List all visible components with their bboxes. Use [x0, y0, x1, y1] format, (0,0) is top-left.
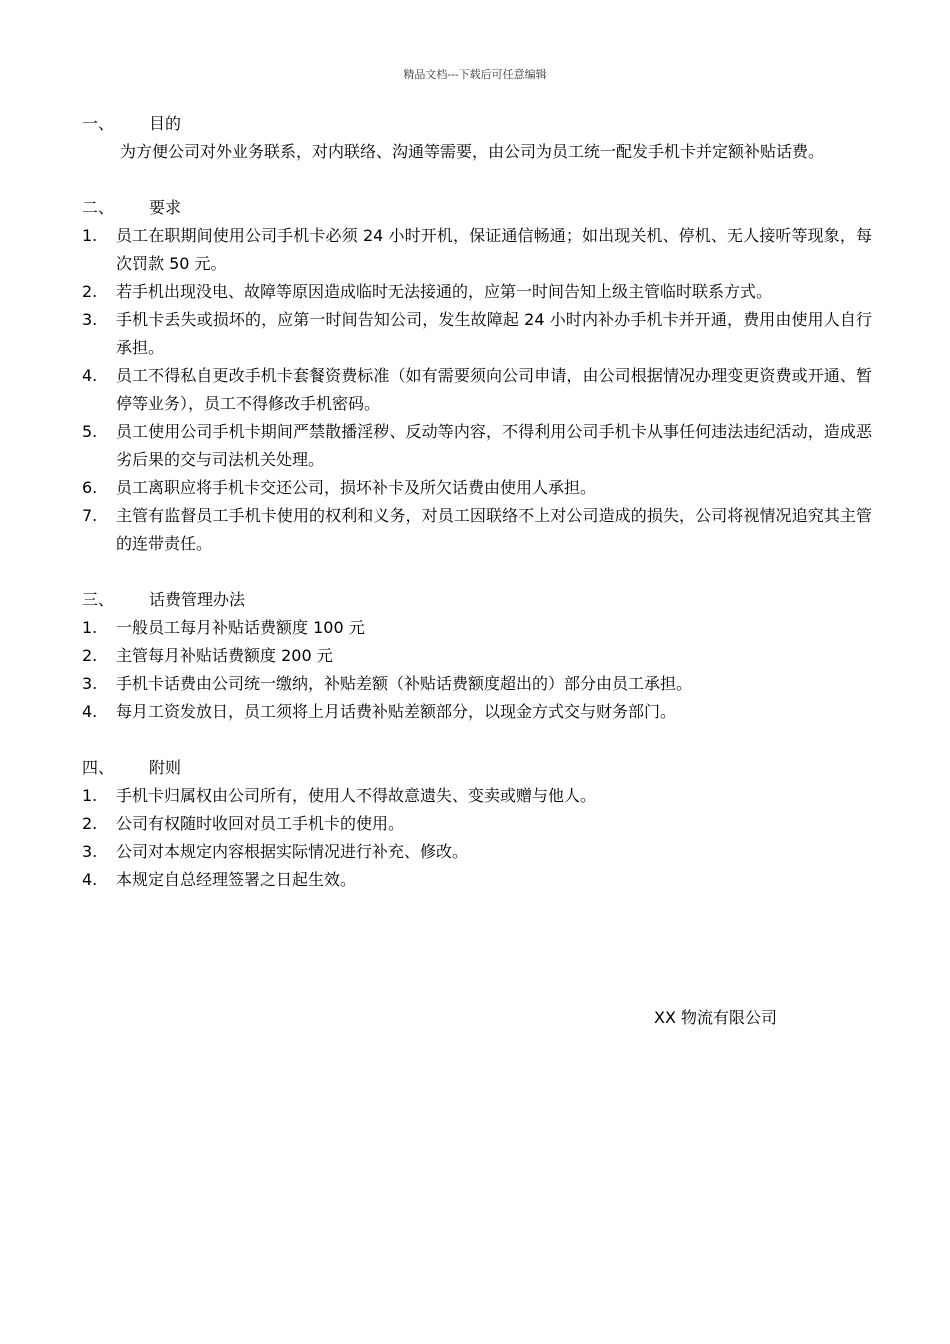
section-number: 一、 — [82, 114, 115, 133]
section-title: 目的 — [149, 114, 182, 133]
section-heading — [82, 586, 872, 614]
list-item-number: 2. — [82, 282, 98, 301]
list-item-text: 员工不得私自更改手机卡套餐资费标准（如有需要须向公司申请，由公司根据情况办理变更资费或开通、暂停等业务），员工不得修改手机密码。 — [116, 366, 872, 413]
list-item — [82, 810, 872, 838]
list-item-text: 手机卡丢失或损坏的，应第一时间告知公司，发生故障起 24 小时内补办手机卡并开通，费用由使用人自行承担。 — [116, 310, 872, 357]
list-item-number: 5. — [82, 422, 98, 441]
list-item-number: 2. — [82, 646, 98, 665]
purpose-paragraph: 为方便公司对外业务联系，对内联络、沟通等需要，由公司为员工统一配发手机卡并定额补贴话费。 — [120, 142, 825, 161]
list-item — [82, 670, 872, 698]
list-item-number: 3. — [82, 310, 98, 329]
list-item — [82, 474, 872, 502]
list-item — [82, 614, 872, 642]
list-item-text: 若手机出现没电、故障等原因造成临时无法接通的，应第一时间告知上级主管临时联系方式。 — [116, 282, 773, 301]
section-title: 附则 — [149, 758, 182, 777]
company-signature: XX 物流有限公司 — [654, 1008, 778, 1027]
list-item-text: 员工离职应将手机卡交还公司，损坏补卡及所欠话费由使用人承担。 — [116, 478, 597, 497]
list-item — [82, 782, 872, 810]
section-title: 要求 — [149, 198, 182, 217]
section-purpose — [82, 110, 872, 166]
list-item-number: 4. — [82, 366, 98, 385]
section-heading — [82, 754, 872, 782]
fee-management-list — [82, 614, 872, 726]
requirements-list — [82, 222, 872, 558]
list-item-text: 每月工资发放日，员工须将上月话费补贴差额部分，以现金方式交与财务部门。 — [116, 702, 677, 721]
list-item-text: 主管有监督员工手机卡使用的权利和义务，对员工因联络不上对公司造成的损失，公司将视情况追究其主管的连带责任。 — [116, 506, 872, 553]
section-number: 四、 — [82, 758, 115, 777]
list-item — [82, 278, 872, 306]
list-item-text: 员工在职期间使用公司手机卡必须 24 小时开机，保证通信畅通；如出现关机、停机、无人接听等现象，每次罚款 50 元。 — [116, 226, 872, 273]
list-item — [82, 306, 872, 362]
list-item-number: 1. — [82, 618, 98, 637]
list-item-text: 员工使用公司手机卡期间严禁散播淫秽、反动等内容，不得利用公司手机卡从事任何违法违纪活动，造成恶劣后果的交与司法机关处理。 — [116, 422, 872, 469]
list-item — [82, 866, 872, 894]
list-item-text: 公司对本规定内容根据实际情况进行补充、修改。 — [116, 842, 469, 861]
list-item — [82, 418, 872, 474]
list-item — [82, 502, 872, 558]
section-phone-fee-management — [82, 586, 872, 726]
list-item-number: 3. — [82, 842, 98, 861]
list-item-text: 本规定自总经理签署之日起生效。 — [116, 870, 357, 889]
list-item-text: 主管每月补贴话费额度 200 元 — [116, 646, 333, 665]
list-item-number: 2. — [82, 814, 98, 833]
page-header: 精品文档---下载后可任意编辑 — [403, 68, 547, 81]
list-item — [82, 362, 872, 418]
list-item-number: 6. — [82, 478, 98, 497]
section-number: 二、 — [82, 198, 115, 217]
list-item-number: 4. — [82, 870, 98, 889]
section-heading — [82, 110, 872, 138]
list-item — [82, 698, 872, 726]
list-item-number: 3. — [82, 674, 98, 693]
list-item — [82, 222, 872, 278]
section-title: 话费管理办法 — [149, 590, 246, 609]
list-item-number: 1. — [82, 786, 98, 805]
list-item-text: 一般员工每月补贴话费额度 100 元 — [116, 618, 365, 637]
list-item-number: 4. — [82, 702, 98, 721]
list-item-text: 手机卡归属权由公司所有，使用人不得故意遗失、变卖或赠与他人。 — [116, 786, 597, 805]
list-item-text: 公司有权随时收回对员工手机卡的使用。 — [116, 814, 405, 833]
section-supplementary-provisions — [82, 754, 872, 894]
document-body — [82, 110, 872, 922]
section-number: 三、 — [82, 590, 115, 609]
list-item-number: 1. — [82, 226, 98, 245]
list-item — [82, 838, 872, 866]
list-item-number: 7. — [82, 506, 98, 525]
list-item-text: 手机卡话费由公司统一缴纳，补贴差额（补贴话费额度超出的）部分由员工承担。 — [116, 674, 693, 693]
section-requirements — [82, 194, 872, 558]
provisions-list — [82, 782, 872, 894]
section-heading — [82, 194, 872, 222]
list-item — [82, 642, 872, 670]
